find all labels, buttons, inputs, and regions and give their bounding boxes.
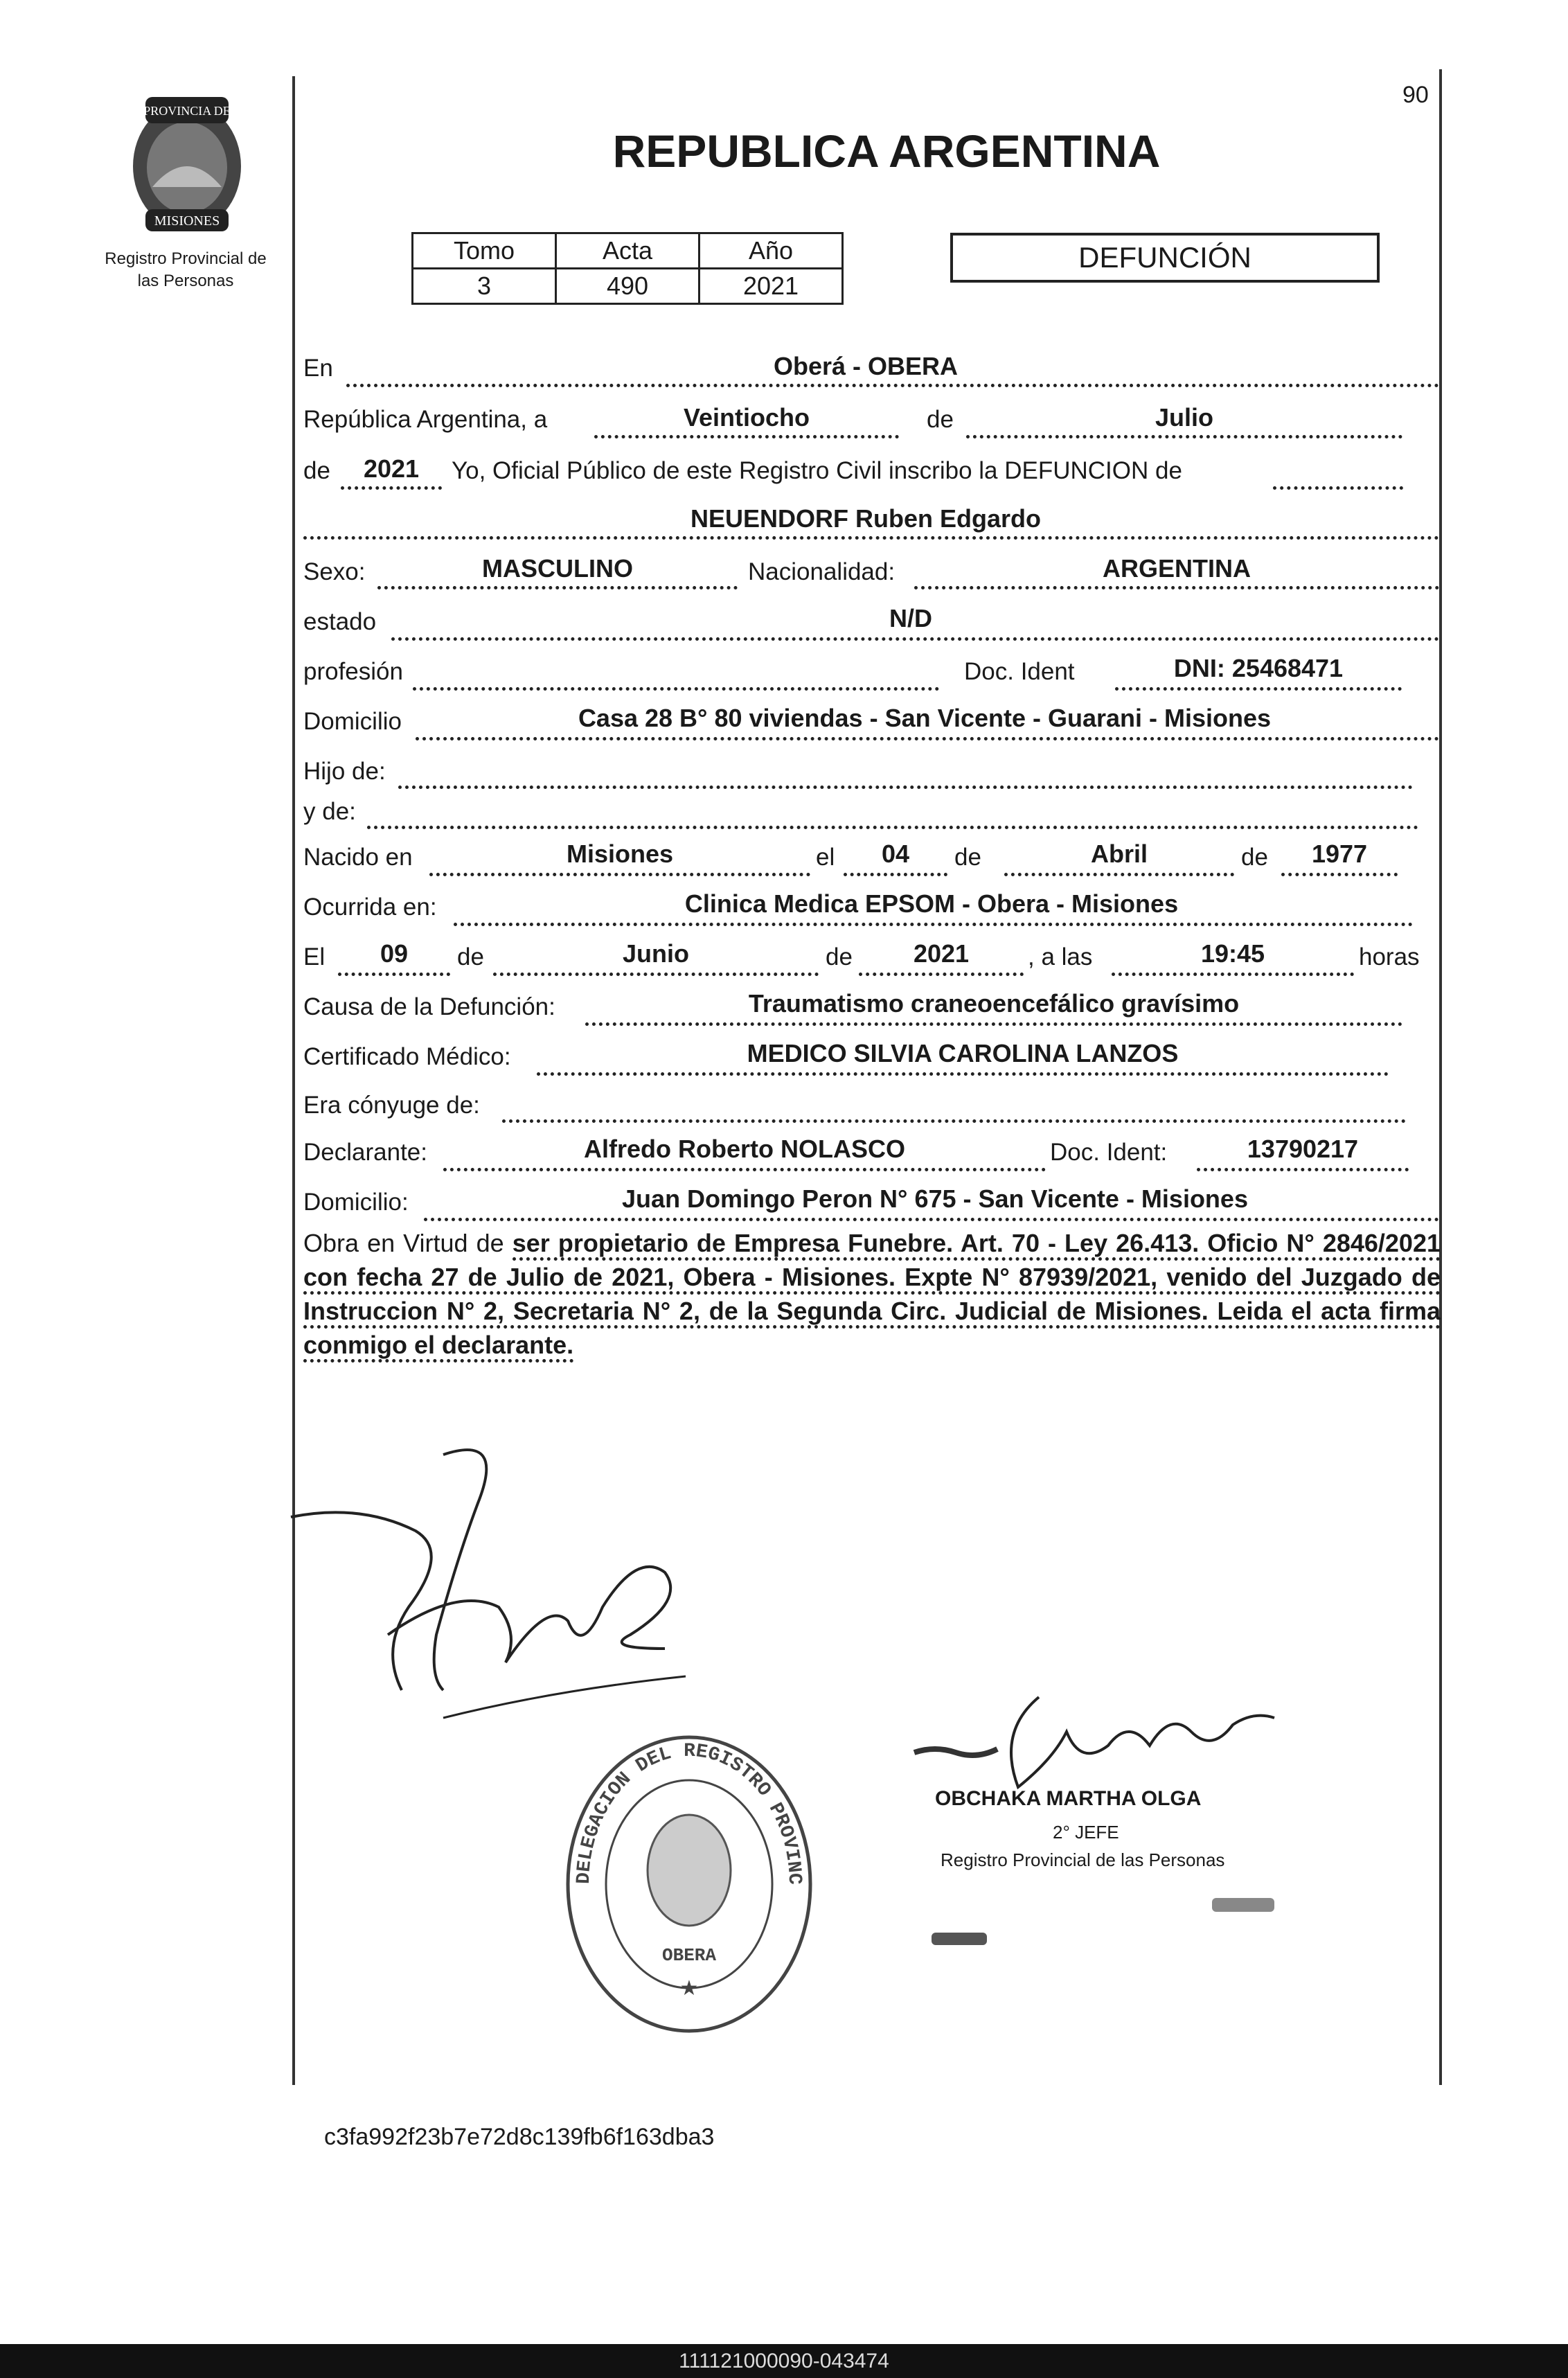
right-margin-line	[1439, 69, 1442, 2085]
mes-line	[966, 435, 1402, 438]
declarante-line	[443, 1168, 1046, 1171]
fall-dia-line	[338, 973, 450, 976]
doc-value: DNI: 25468471	[1173, 654, 1344, 682]
declarante-label: Declarante:	[303, 1139, 427, 1166]
yde-label: y de:	[303, 798, 356, 825]
anio-line	[341, 486, 442, 490]
estado-value: N/D	[889, 604, 932, 632]
footer-bar	[0, 2344, 1568, 2378]
de-label-2: de	[303, 457, 330, 484]
obra-value: ser propietario de Empresa Funebre. Art. 70 - Ley 26.413. Oficio N° 2846/2021 con fecha 27 de Julio de 2021, Obera - Misiones. Expte N° 87939/2021, venido del Juzgado de Instruccion N° 2, Secretaria N° 2, de la Segunda Circ. Judicial de Misiones. Leida el acta firma conmigo el declarante.	[303, 1229, 1441, 1363]
ocurrida-line	[454, 923, 1413, 926]
official-stamp-name: OBCHAKA MARTHA OLGA	[935, 1787, 1202, 1810]
decl-dom-label: Domicilio:	[303, 1189, 409, 1216]
causa-value: Traumatismo craneoencefálico gravísimo	[748, 989, 1240, 1018]
domicilio-label: Domicilio	[303, 708, 402, 735]
oficial-line	[1273, 486, 1403, 490]
fall-dia-value: 09	[380, 939, 409, 968]
official-stamp-role: 2° JEFE	[1053, 1822, 1119, 1843]
left-margin-line	[292, 76, 295, 2085]
estado-label: estado	[303, 608, 377, 635]
sexo-line	[377, 586, 738, 589]
fall-mes-line	[493, 973, 819, 976]
nombre-line	[303, 536, 1439, 540]
official-stamp-office: Registro Provincial de las Personas	[941, 1849, 1225, 1870]
registry-header-acta: Acta	[556, 233, 700, 269]
anio-value: 2021	[363, 454, 420, 483]
El-label: El	[303, 943, 326, 970]
en-value: Oberá - OBERA	[773, 352, 959, 380]
nac-mes-line	[1004, 873, 1234, 876]
obra-label: Obra en Virtud de	[303, 1229, 504, 1257]
obra-paragraph	[303, 1226, 1441, 1362]
sexo-label: Sexo:	[303, 558, 366, 585]
domicilio-value: Casa 28 B° 80 viviendas - San Vicente - Guarani - Misiones	[578, 704, 1272, 732]
nac-mes-value: Abril	[1090, 840, 1148, 868]
nombre-value: NEUENDORF Ruben Edgardo	[690, 504, 1041, 533]
decl-doc-label: Doc. Ident:	[1050, 1139, 1168, 1166]
dia-value: Veintiocho	[683, 403, 810, 432]
oficial-text: Yo, Oficial Público de este Registro Civil inscribo la DEFUNCION de	[452, 457, 1182, 484]
footer-code: 111121000090-043474	[679, 2350, 889, 2372]
declarante-value: Alfredo Roberto NOLASCO	[584, 1135, 905, 1163]
el-label: el	[816, 844, 835, 871]
fall-anio-value: 2021	[913, 939, 970, 968]
conyuge-label: Era cónyuge de:	[303, 1092, 480, 1119]
registry-header-tomo: Tomo	[413, 233, 556, 269]
act-type-box	[950, 233, 1380, 283]
registry-table	[411, 232, 844, 305]
ocurrida-label: Ocurrida en:	[303, 894, 437, 921]
doc-line	[1115, 687, 1402, 691]
causa-label: Causa de la Defunción:	[303, 993, 555, 1020]
horas-label: horas	[1359, 943, 1420, 970]
mes-value: Julio	[1155, 403, 1213, 432]
registry-value-acta: 490	[556, 269, 700, 304]
province-emblem	[118, 90, 256, 236]
en-line	[346, 384, 1439, 387]
hijo-label: Hijo de:	[303, 758, 386, 785]
nac-anio-value: 1977	[1311, 840, 1368, 868]
decl-dom-line	[424, 1218, 1439, 1221]
en-label: En	[303, 355, 333, 382]
certificado-label: Certificado Médico:	[303, 1043, 511, 1070]
nacionalidad-value: ARGENTINA	[1103, 554, 1251, 583]
nac-dia-value: 04	[881, 840, 910, 868]
doc-label: Doc. Ident	[964, 658, 1075, 685]
decl-doc-line	[1197, 1168, 1409, 1171]
estado-line	[391, 637, 1439, 641]
profesion-label: profesión	[303, 658, 403, 685]
registry-value-tomo: 3	[413, 269, 556, 304]
de-label-1: de	[927, 406, 954, 433]
svg-text:★: ★	[679, 1977, 699, 2000]
declarant-signature	[277, 1427, 706, 1732]
registry-value-anio: 2021	[700, 269, 843, 304]
nac-dia-line	[844, 873, 947, 876]
round-seal	[561, 1732, 817, 2037]
nacido-label: Nacido en	[303, 844, 413, 871]
nacionalidad-label: Nacionalidad:	[748, 558, 896, 585]
alas-label: , a las	[1028, 943, 1093, 970]
domicilio-line	[416, 737, 1439, 740]
stamp-mark	[932, 1933, 987, 1945]
hora-value: 19:45	[1200, 939, 1265, 968]
decl-dom-value: Juan Domingo Peron N° 675 - San Vicente - Misiones	[622, 1184, 1248, 1213]
svg-text:OBERA: OBERA	[661, 1945, 717, 1966]
svg-text:MISIONES: MISIONES	[154, 213, 220, 229]
causa-line	[585, 1022, 1402, 1026]
document-hash: c3fa992f23b7e72d8c139fb6f163dba3	[324, 2124, 715, 2150]
de-label-5: de	[457, 943, 484, 970]
decl-doc-value: 13790217	[1247, 1135, 1359, 1163]
profesion-line	[413, 687, 939, 691]
certificado-line	[537, 1072, 1389, 1076]
emblem-caption-2: las Personas	[137, 272, 234, 290]
emblem-caption-1: Registro Provincial de	[105, 249, 267, 268]
stamp-smudge	[1212, 1898, 1274, 1912]
conyuge-line	[502, 1119, 1406, 1123]
page-title: REPUBLICA ARGENTINA	[612, 125, 1161, 177]
registry-header-anio: Año	[700, 233, 843, 269]
nacionalidad-line	[914, 586, 1439, 589]
de-label-3: de	[954, 844, 981, 871]
fall-mes-value: Junio	[623, 939, 689, 968]
svg-text:DELEGACION DEL REGISTRO PROVIN: DELEGACION DEL REGISTRO PROVINC	[573, 1740, 805, 1885]
page-number: 90	[1402, 82, 1429, 108]
republica-label: República Argentina, a	[303, 406, 548, 433]
nacido-value: Misiones	[566, 840, 674, 868]
yde-line	[367, 826, 1418, 829]
sexo-value: MASCULINO	[482, 554, 633, 583]
hijo-line	[398, 786, 1413, 789]
fall-anio-line	[859, 973, 1024, 976]
certificado-value: MEDICO SILVIA CAROLINA LANZOS	[747, 1039, 1179, 1067]
ocurrida-value: Clinica Medica EPSOM - Obera - Misiones	[684, 889, 1179, 918]
hora-line	[1112, 973, 1354, 976]
dia-line	[594, 435, 899, 438]
act-type-label: DEFUNCIÓN	[1078, 241, 1251, 274]
nacido-line	[429, 873, 810, 876]
declarant-signature-name: Nolasco	[485, 1586, 488, 1587]
nac-anio-line	[1281, 873, 1398, 876]
svg-text:PROVINCIA DE: PROVINCIA DE	[143, 104, 231, 118]
de-label-4: de	[1241, 844, 1268, 871]
de-label-6: de	[826, 943, 853, 970]
